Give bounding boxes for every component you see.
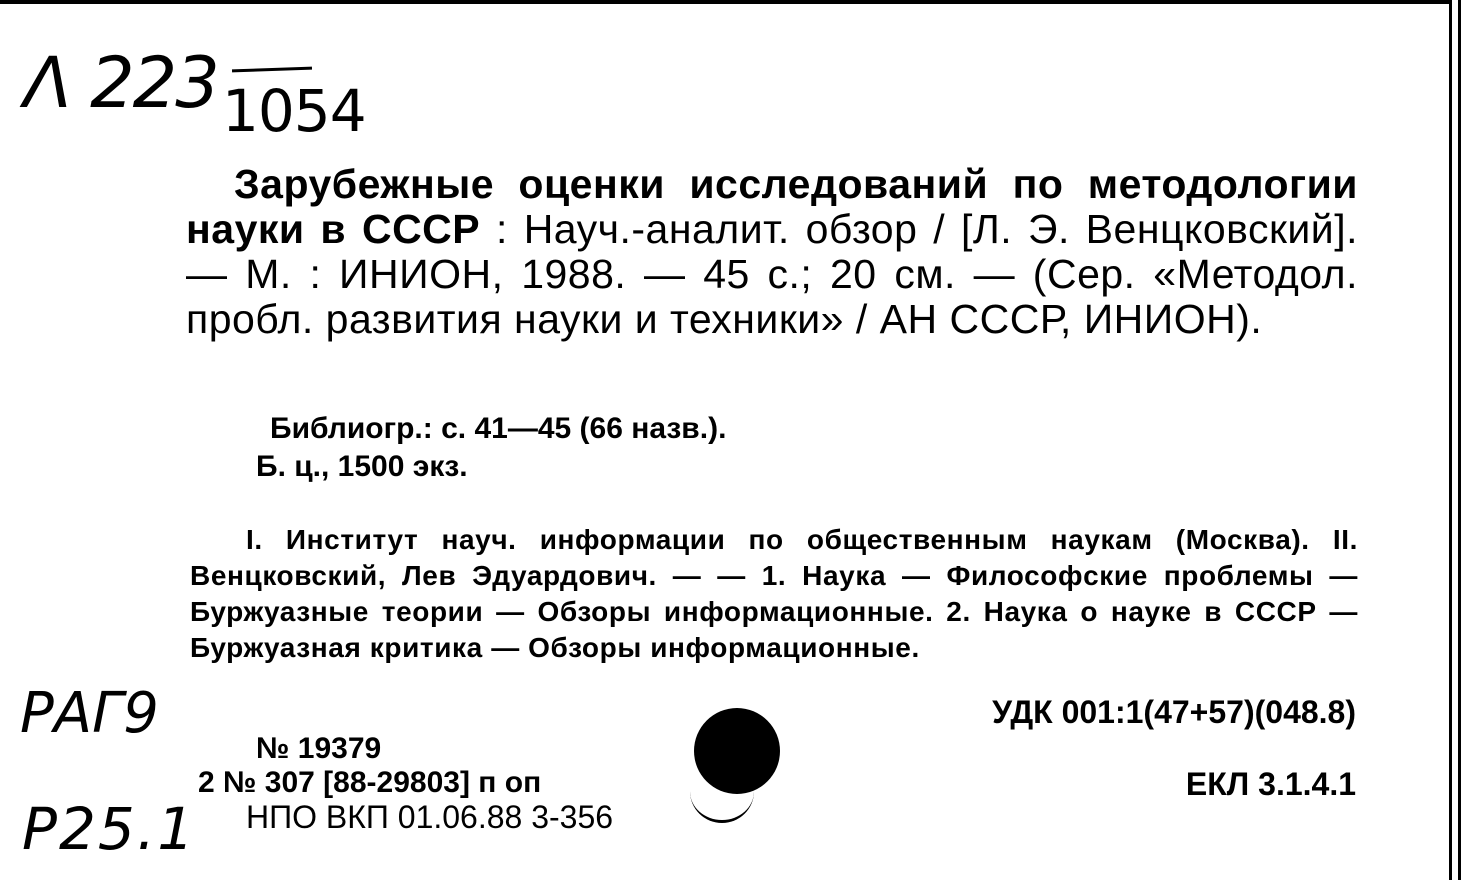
punch-hole-tear [690, 760, 754, 823]
entry-title: Зарубежные оценки исследований по методологии науки в СССР [186, 161, 1358, 252]
shelf-mark-number: 1054 [222, 77, 366, 145]
bibliographic-entry [186, 162, 1358, 342]
handwritten-class: Р25.1 [22, 795, 197, 863]
card-border-top [0, 0, 1452, 4]
tracing-text: I. Институт науч. информации по общественным наукам (Москва). II. Венцковский, Лев Эдуардович. — — 1. Наука — Философские проблемы — Буржуазные теории — Обзоры информационные. 2. Наука о науке в СССР — Буржуазная критика — Обзоры информационные. [190, 524, 1358, 663]
bibliography-note: Библиогр.: с. 41—45 (66 назв.). [270, 412, 727, 445]
card-border-right [1449, 0, 1452, 880]
card-number: № 19379 [256, 732, 382, 765]
price-note: Б. ц., 1500 экз. [256, 450, 468, 483]
order-number: 2 № 307 [88-29803] п оп [198, 766, 542, 799]
subject-tracing [190, 522, 1358, 666]
publisher-imprint: НПО ВКП 01.06.88 3-356 [246, 799, 614, 835]
card-notes [256, 410, 726, 486]
entry-description: : Науч.-аналит. обзор / [Л. Э. Венцковский]. — М. : ИНИОН, 1988. — 45 с.; 20 см. — (Сер. «Методол. пробл. развития науки и техники» / АН СССР, ИНИОН). [186, 206, 1358, 342]
shelf-mark-overline [232, 67, 312, 73]
handwritten-code: РАГ9 [20, 681, 159, 746]
card-imprint [198, 732, 613, 834]
card-border-right-outer [1458, 0, 1461, 880]
ekl-code: ЕКЛ 3.1.4.1 [1185, 766, 1356, 802]
shelf-mark: Λ 223 [24, 42, 218, 124]
udk-classification: УДК 001:1(47+57)(048.8) [992, 694, 1356, 730]
